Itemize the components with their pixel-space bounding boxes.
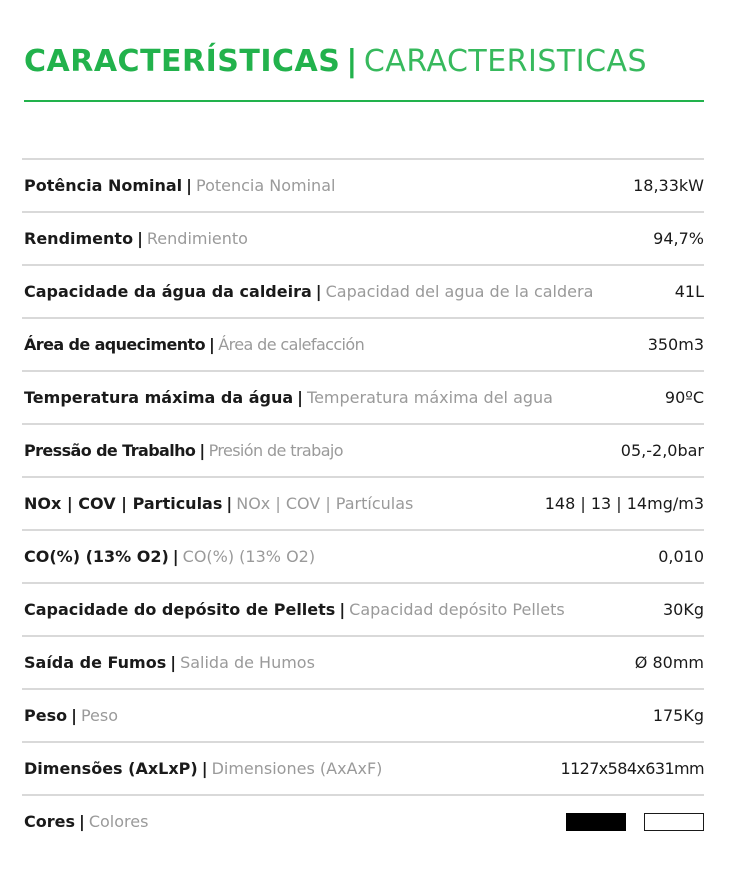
spec-row-co xyxy=(22,529,704,582)
spec-value: 94,7% xyxy=(653,229,704,248)
spec-row-pressao xyxy=(22,423,704,476)
label-es: NOx | COV | Partículas xyxy=(236,494,414,513)
spec-row-emissoes xyxy=(22,476,704,529)
spec-value: 350m3 xyxy=(647,335,704,354)
label-pt: Pressão de Trabalho xyxy=(24,441,196,460)
spec-value: 30Kg xyxy=(662,600,704,619)
label-es: Peso xyxy=(80,706,118,725)
spec-row-peso xyxy=(22,688,704,741)
spec-label: Saída de Fumos | Salida de Humos xyxy=(24,653,315,672)
label-pt: Rendimento xyxy=(24,229,134,248)
spec-label: Dimensões (AxLxP) | Dimensiones (AxAxF) xyxy=(24,759,383,778)
title-separator: | xyxy=(346,44,358,79)
label-es: Colores xyxy=(88,812,149,831)
spec-value: 175Kg xyxy=(652,706,704,725)
label-es: Temperatura máxima del agua xyxy=(307,388,553,407)
spec-row-saida-fumos xyxy=(22,635,704,688)
spec-row-deposito-pellets xyxy=(22,582,704,635)
spec-table xyxy=(22,158,704,847)
label-es: Presión de trabajo xyxy=(208,441,343,460)
spec-row-cores xyxy=(22,794,704,847)
label-es: Salida de Humos xyxy=(180,653,315,672)
label-pt: Temperatura máxima da água xyxy=(24,388,294,407)
label-pt: CO(%) (13% O2) xyxy=(24,547,169,566)
spec-label: NOx | COV | Particulas | NOx | COV | Partículas xyxy=(24,494,414,513)
label-es: Rendimiento xyxy=(146,229,248,248)
spec-row-capacidade-agua xyxy=(22,264,704,317)
label-es: Capacidad depósito Pellets xyxy=(349,600,565,619)
color-swatch-black xyxy=(566,813,626,831)
spec-label: CO(%) (13% O2) | CO(%) (13% O2) xyxy=(24,547,316,566)
label-pt: Capacidade do depósito de Pellets xyxy=(24,600,336,619)
spec-label: Cores | Colores xyxy=(24,812,149,831)
spec-label: Capacidade do depósito de Pellets | Capacidad depósito Pellets xyxy=(24,600,565,619)
label-pt: Potência Nominal xyxy=(24,176,183,195)
title-underline xyxy=(24,100,704,102)
spec-value: Ø 80mm xyxy=(634,653,704,672)
spec-label: Peso | Peso xyxy=(24,706,118,725)
label-es: Área de calefacción xyxy=(218,335,365,354)
spec-label: Potência Nominal | Potencia Nominal xyxy=(24,176,336,195)
spec-value: 05,-2,0bar xyxy=(620,441,704,460)
label-pt: Peso xyxy=(24,706,68,725)
spec-label: Temperatura máxima da água | Temperatura máxima del agua xyxy=(24,388,553,407)
spec-value: 18,33kW xyxy=(633,176,704,195)
label-pt: NOx | COV | Particulas xyxy=(24,494,223,513)
label-es: Dimensiones (AxAxF) xyxy=(211,759,383,778)
spec-row-area-aquecimento xyxy=(22,317,704,370)
color-swatches xyxy=(566,813,704,831)
title-pt: CARACTERÍSTICAS xyxy=(24,44,341,79)
spec-value: 1127x584x631mm xyxy=(560,759,704,778)
page-title xyxy=(24,44,647,79)
spec-value: 90ºC xyxy=(664,388,704,407)
spec-label: Rendimento | Rendimiento xyxy=(24,229,248,248)
label-es: Potencia Nominal xyxy=(196,176,336,195)
label-es: Capacidad del agua de la caldera xyxy=(325,282,594,301)
title-es: CARACTERISTICAS xyxy=(363,44,648,79)
label-pt: Cores xyxy=(24,812,75,831)
spec-value: 41L xyxy=(674,282,704,301)
label-es: CO(%) (13% O2) xyxy=(182,547,316,566)
spec-label: Área de aquecimento | Área de calefacción xyxy=(24,335,365,354)
spec-row-temperatura xyxy=(22,370,704,423)
spec-row-potencia xyxy=(22,158,704,211)
spec-row-dimensoes xyxy=(22,741,704,794)
label-pt: Área de aquecimento xyxy=(24,335,205,354)
spec-value: 0,010 xyxy=(658,547,704,566)
color-swatch-white xyxy=(644,813,704,831)
spec-label: Capacidade da água da caldeira | Capacidad del agua de la caldera xyxy=(24,282,594,301)
spec-row-rendimento xyxy=(22,211,704,264)
spec-label: Pressão de Trabalho | Presión de trabajo xyxy=(24,441,343,460)
label-pt: Saída de Fumos xyxy=(24,653,167,672)
spec-value: 148 | 13 | 14mg/m3 xyxy=(544,494,704,513)
label-pt: Dimensões (AxLxP) xyxy=(24,759,198,778)
label-pt: Capacidade da água da caldeira xyxy=(24,282,312,301)
